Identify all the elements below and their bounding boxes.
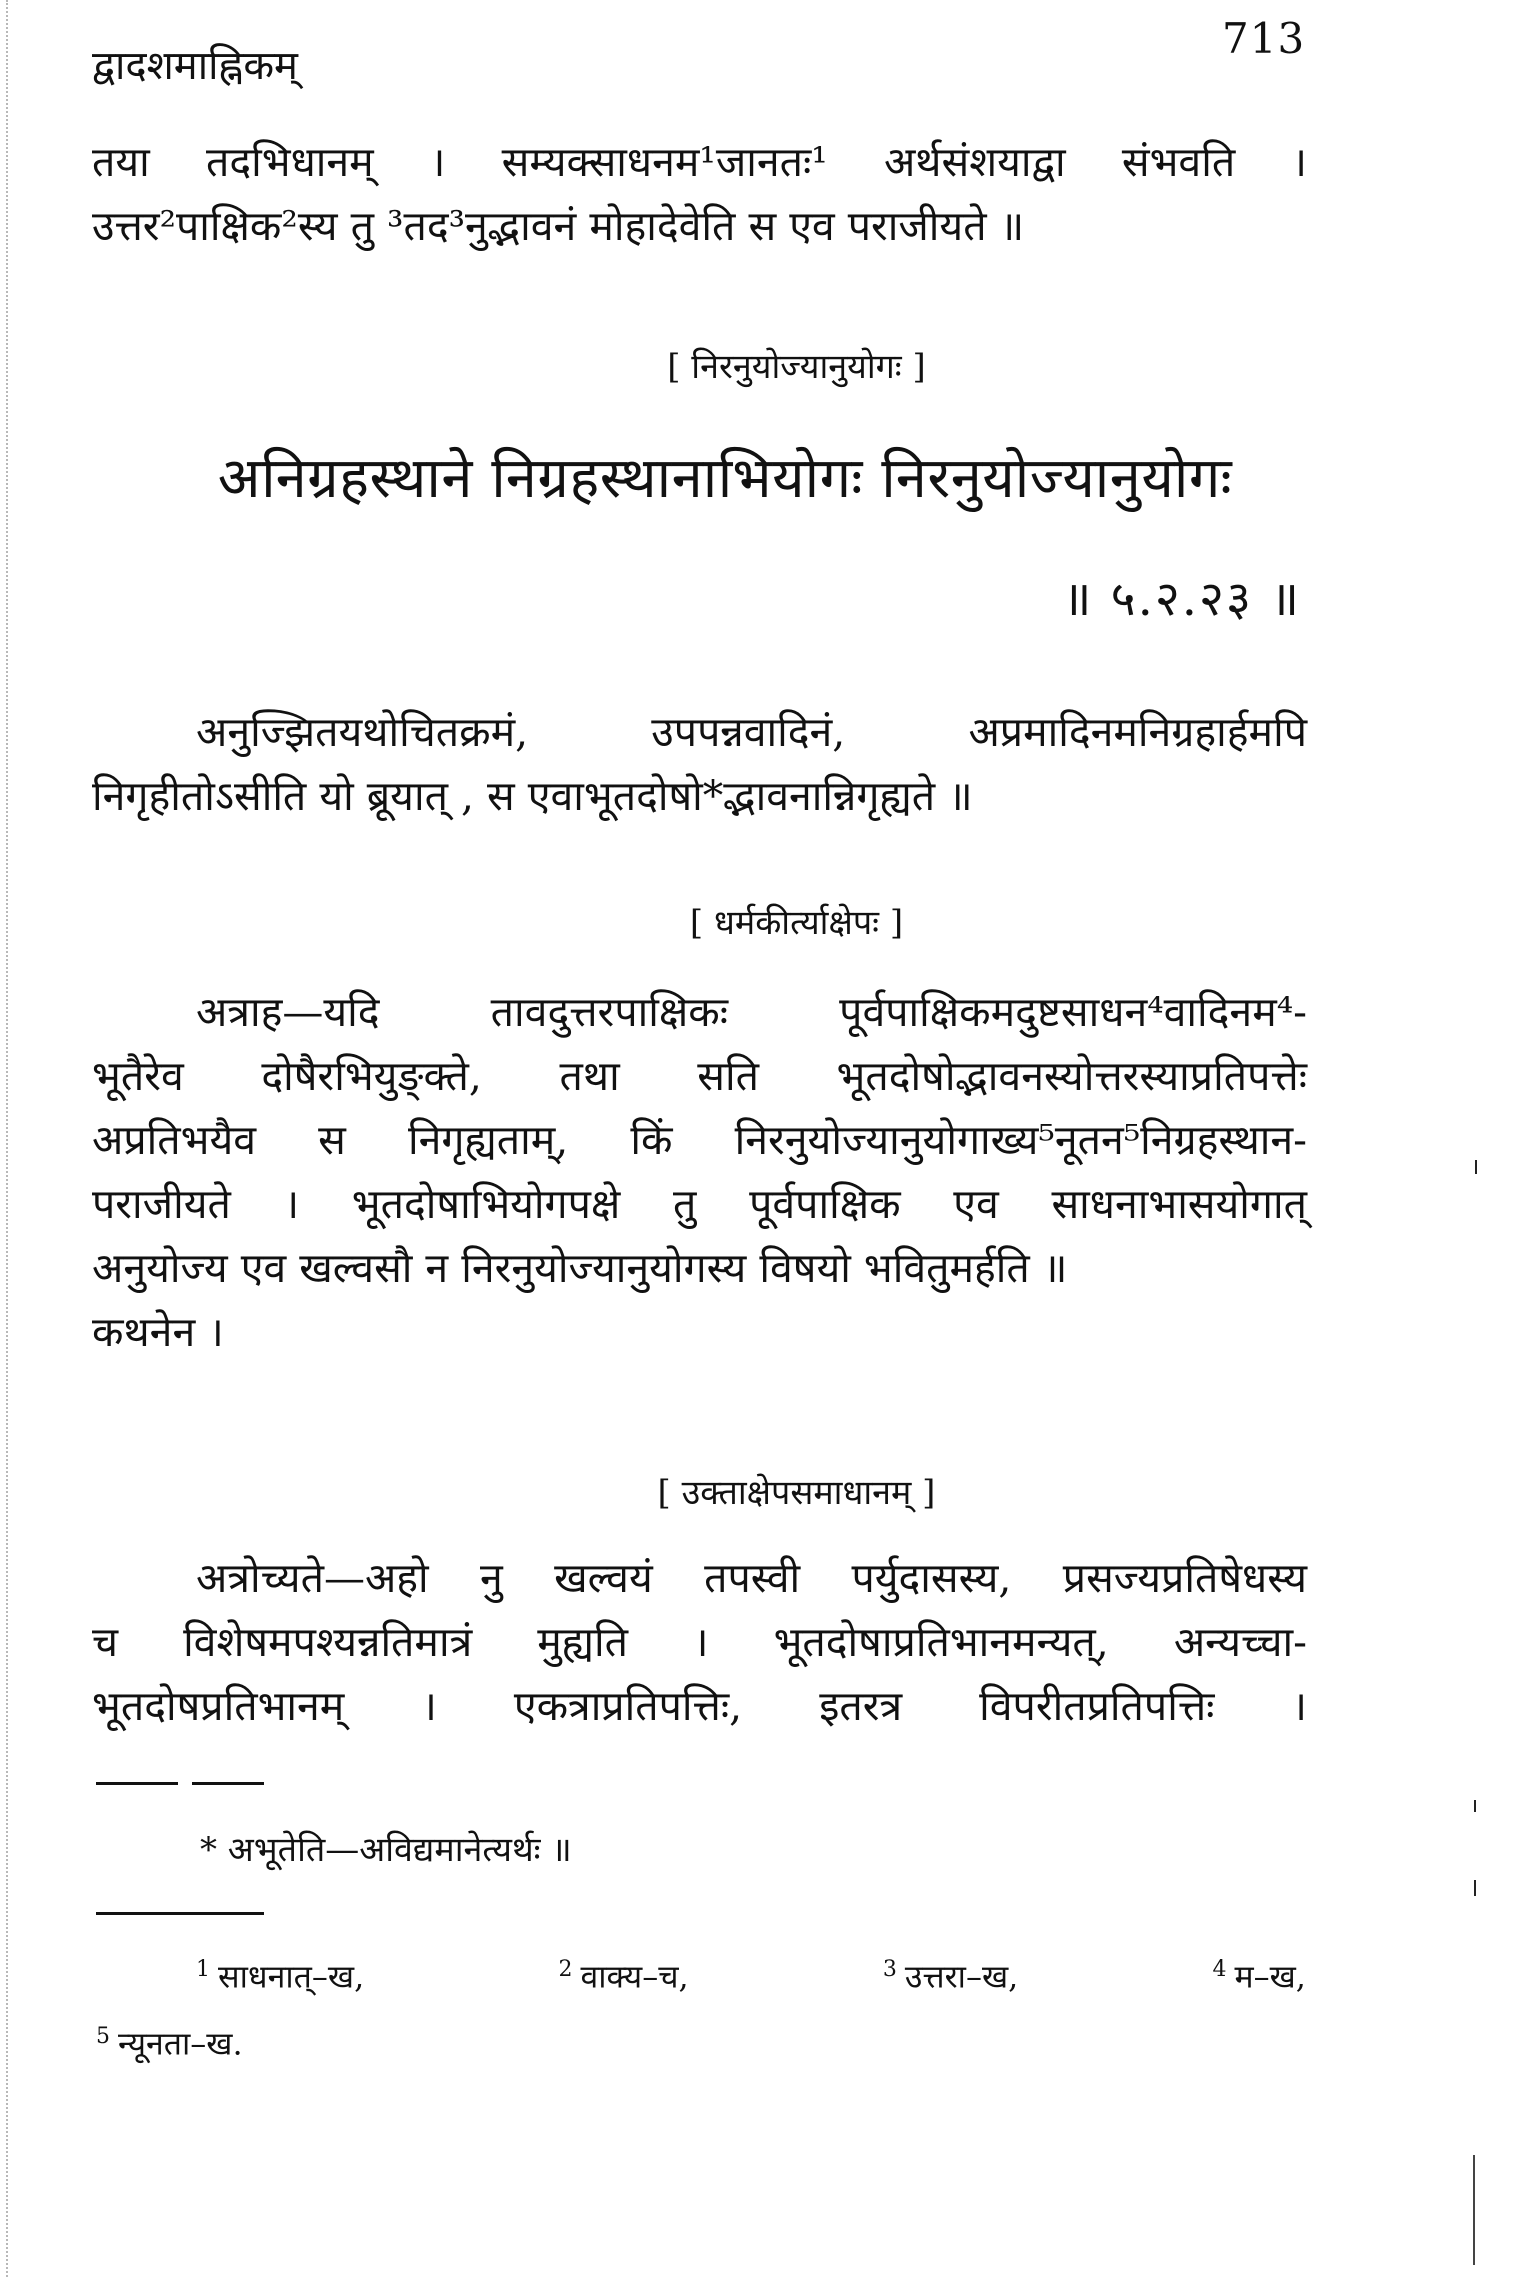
- sutra-text: अनिग्रहस्थाने निग्रहस्थानाभियोगः निरनुयोज्यानुयोगः: [217, 446, 1233, 511]
- section-heading-niranuyojyanuyoga: [ निरनुयोज्यानुयोगः ]: [667, 347, 926, 387]
- paragraph-3-line-4: पराजीयते । भूतदोषाभियोगपक्षे तु पूर्वपाक्षिक एव साधनाभासयोगात्: [92, 1180, 1307, 1228]
- paragraph-3-line-6: कथनेन ।: [92, 1308, 224, 1356]
- variants-rule: [96, 1912, 264, 1915]
- scan-artifact: [1473, 2155, 1475, 2265]
- variant-item: $^2$ वाक्य–च,: [558, 1957, 689, 1996]
- paragraph-4-line-1: अत्रोच्यते—अहो नु खल्वयं तपस्वी पर्युदासस्य, प्रसज्यप्रतिषेधस्य: [196, 1554, 1307, 1602]
- paragraph-1-line-2: उत्तर²पाक्षिक²स्य तु ³तद³नुद्भावनं मोहादेवेति स एव पराजीयते ॥: [92, 202, 1025, 250]
- paragraph-1-line-1: तया तदभिधानम् । सम्यक्साधनम¹जानतः¹ अर्थसंशयाद्वा संभवति ।: [92, 138, 1307, 186]
- paragraph-4-line-3: भूतदोषप्रतिभानम् । एकत्राप्रतिपत्तिः, इतरत्र विपरीतप्रतिपत्तिः ।: [92, 1682, 1307, 1730]
- sutra-number: ॥ ५.२.२३ ॥: [1062, 571, 1301, 627]
- variant-item: $^5$ न्यूनता–ख.: [96, 2023, 243, 2063]
- paragraph-4-line-2: च विशेषमपश्यन्नतिमात्रं मुह्यति । भूतदोषाप्रतिभानमन्यत्, अन्यच्चा-: [92, 1618, 1307, 1666]
- scan-artifact: [1475, 1160, 1477, 1174]
- scan-artifact: [1474, 1800, 1476, 1812]
- variant-item: $^1$ साधनात्–ख,: [196, 1957, 365, 1996]
- paragraph-3-line-2: भूतैरेव दोषैरभियुङ्क्ते, तथा सति भूतदोषोद्भावनस्योत्तरस्याप्रतिपत्तेः: [92, 1052, 1307, 1100]
- variant-readings: [96, 1940, 1306, 2073]
- variant-row-2: [96, 2007, 1306, 2074]
- page-number: 713: [1222, 14, 1306, 63]
- paragraph-2: [92, 700, 1307, 828]
- scan-artifact: [1474, 1880, 1476, 1896]
- variant-item: $^3$ उत्तरा–ख,: [882, 1957, 1019, 1996]
- variant-item: $^4$ म–ख,: [1212, 1957, 1306, 1996]
- paragraph-3-line-5: अनुयोज्य एव खल्वसौ न निरनुयोज्यानुयोगस्य विषयो भवितुमर्हति ॥: [92, 1244, 1068, 1292]
- paragraph-3-line-1: अत्राह—यदि तावदुत्तरपाक्षिकः पूर्वपाक्षिकमदुष्टसाधन⁴वादिनम⁴-: [196, 988, 1307, 1036]
- paragraph-3-line-3: अप्रतिभयैव स निगृह्यताम्, किं निरनुयोज्यानुयोगाख्य⁵नूतन⁵निग्रहस्थान-: [92, 1116, 1307, 1164]
- paragraph-3: [92, 980, 1307, 1364]
- variant-row-1: [96, 1940, 1306, 2007]
- footnote-rule-left: [96, 1782, 178, 1785]
- paragraph-2-line-2: निगृहीतोऽसीति यो ब्रूयात् , स एवाभूतदोषो*द्भावनान्निगृह्यते ॥: [92, 772, 973, 820]
- section-heading-objection-reply: [ उक्ताक्षेपसमाधानम् ]: [657, 1473, 936, 1513]
- footnote-rule-right: [192, 1782, 264, 1785]
- section-heading-dharmakirti-objection: [ धर्मकीर्त्याक्षेपः ]: [689, 903, 904, 943]
- running-head: द्वादशमाह्निकम्: [92, 43, 298, 89]
- paragraph-4: [92, 1546, 1307, 1738]
- paragraph-2-line-1: अनुज्झितयथोचितक्रमं, उपपन्नवादिनं, अप्रमादिनमनिग्रहार्हमपि: [196, 708, 1307, 756]
- footnote-star: * अभूतेति—अविद्यमानेत्यर्थः ॥: [200, 1830, 572, 1870]
- paragraph-1: [92, 130, 1307, 258]
